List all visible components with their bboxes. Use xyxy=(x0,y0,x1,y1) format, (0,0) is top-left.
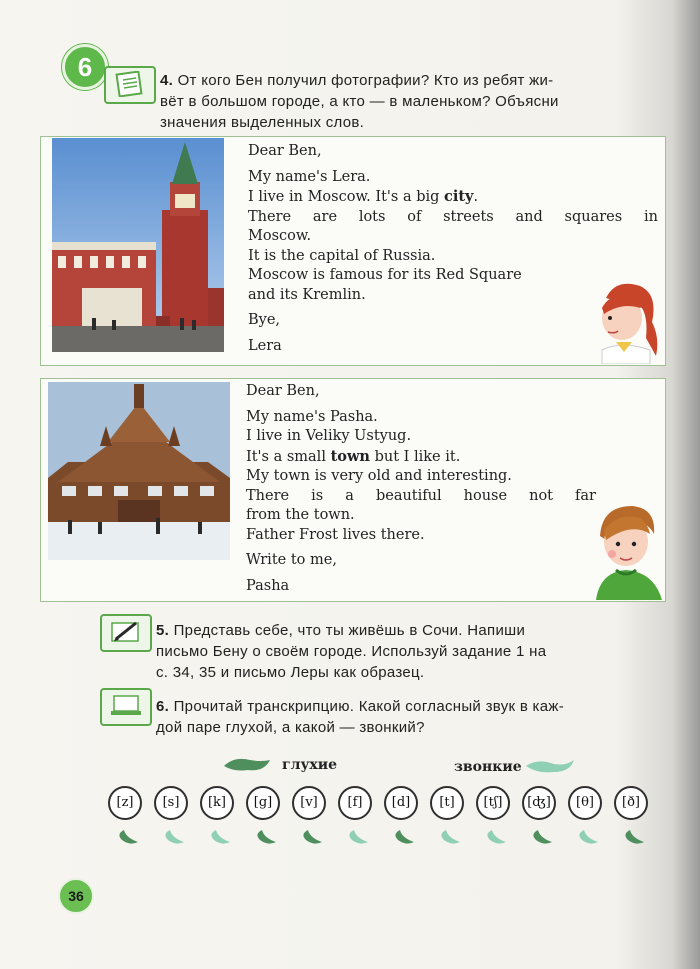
sound-tsh: [tʃ] xyxy=(476,786,510,820)
sound-bubble xyxy=(154,786,190,820)
task-5-line-3: с. 34, 35 и письмо Леры как образец. xyxy=(156,664,425,681)
letter-1-line-1: My name's Lera. xyxy=(248,168,371,185)
letter-2-line-5: There is a beautiful house not far xyxy=(246,487,596,504)
letter-1-line-5: It is the capital of Russia. xyxy=(248,247,436,264)
sound-bubble xyxy=(522,786,558,820)
label-voiced: звонкие xyxy=(454,759,522,775)
task-6-line-2: дой паре глухой, а какой — звонкий? xyxy=(156,719,425,736)
sound-bubble xyxy=(108,786,144,820)
letter-2-line-3: It's a small town but I like it. xyxy=(246,447,461,465)
task-4-line-1: От кого Бен получил фотографии? Кто из ребят жи- xyxy=(177,72,554,89)
sound-bubble xyxy=(476,786,512,820)
task-4-line-2: вёт в большом городе, а кто — в маленьком? Объясни xyxy=(160,93,559,110)
girl-illustration xyxy=(588,278,664,369)
dark-green-brush-stroke xyxy=(222,754,272,779)
highlighted-word-town: town xyxy=(330,447,370,465)
sound-bubble xyxy=(338,786,374,820)
sound-k: [k] xyxy=(200,786,234,820)
sound-d: [d] xyxy=(384,786,418,820)
sound-bubble xyxy=(614,786,650,820)
unit-badge: 6 xyxy=(62,44,108,90)
notebook-icon xyxy=(104,66,156,104)
letter-1-line-7: and its Kremlin. xyxy=(248,286,366,303)
letter-1-greeting: Dear Ben, xyxy=(248,143,322,159)
letter-2-line-2: I live in Veliky Ustyug. xyxy=(246,428,412,444)
task-4-text xyxy=(160,70,658,133)
sound-z: [z] xyxy=(108,786,142,820)
task-5-line-1: Представь себе, что ты живёшь в Сочи. Напиши xyxy=(173,622,526,639)
sound-f: [f] xyxy=(338,786,372,820)
task-6-text xyxy=(156,696,656,738)
sound-t: [t] xyxy=(430,786,464,820)
sound-bubble xyxy=(430,786,466,820)
task-5-line-2: письмо Бену о своём городе. Используй задание 1 на xyxy=(156,643,547,660)
highlighted-word-city: city xyxy=(444,188,474,205)
sound-bubble xyxy=(200,786,236,820)
sound-bubble xyxy=(568,786,604,820)
sound-g: [g] xyxy=(246,786,280,820)
sound-bubble xyxy=(246,786,282,820)
light-green-brush-stroke xyxy=(524,756,576,781)
sound-bubble xyxy=(384,786,420,820)
task-6-number: 6. xyxy=(156,698,170,715)
sound-v: [v] xyxy=(292,786,326,820)
sound-eth: [ð] xyxy=(614,786,648,820)
laptop-icon xyxy=(100,688,152,726)
letter-2-line-7: Father Frost lives there. xyxy=(246,526,425,543)
letter-1-line-6: Moscow is famous for its Red Square xyxy=(248,267,522,283)
letter-2-closing: Write to me, xyxy=(246,552,337,568)
father-frost-house-photo xyxy=(48,382,230,560)
letter-1-closing: Bye, xyxy=(248,312,281,328)
sound-bubble xyxy=(292,786,328,820)
letter-1-signature: Lera xyxy=(248,337,282,354)
sound-s: [s] xyxy=(154,786,188,820)
kremlin-photo xyxy=(52,138,224,352)
pencil-icon xyxy=(100,614,152,652)
letter-1-line-4: Moscow. xyxy=(248,228,312,244)
letter-2-line-1: My name's Pasha. xyxy=(246,408,378,425)
task-5-text xyxy=(156,620,656,683)
letter-1-line-3: There are lots of streets and squares in xyxy=(248,208,658,225)
task-5-number: 5. xyxy=(156,622,170,639)
letter-2-line-6: from the town. xyxy=(246,507,355,523)
letter-2-signature: Pasha xyxy=(246,577,290,594)
sound-pairs xyxy=(108,786,658,856)
letter-2-greeting: Dear Ben, xyxy=(246,383,320,399)
letter-1-line-2: I live in Moscow. It's a big city. xyxy=(248,188,479,205)
task-4-number: 4. xyxy=(160,72,174,89)
page-number: 36 xyxy=(58,878,94,914)
letter-pasha xyxy=(246,382,596,596)
boy-illustration xyxy=(592,500,664,605)
sound-dzh: [ʤ] xyxy=(522,786,556,820)
task-6-line-1: Прочитай транскрипцию. Какой согласный звук в каж- xyxy=(173,698,565,715)
label-voiceless: глухие xyxy=(282,757,338,773)
task-4-line-3: значения выделенных слов. xyxy=(160,114,365,131)
letter-2-line-4: My town is very old and interesting. xyxy=(246,468,512,484)
sound-theta: [θ] xyxy=(568,786,602,820)
